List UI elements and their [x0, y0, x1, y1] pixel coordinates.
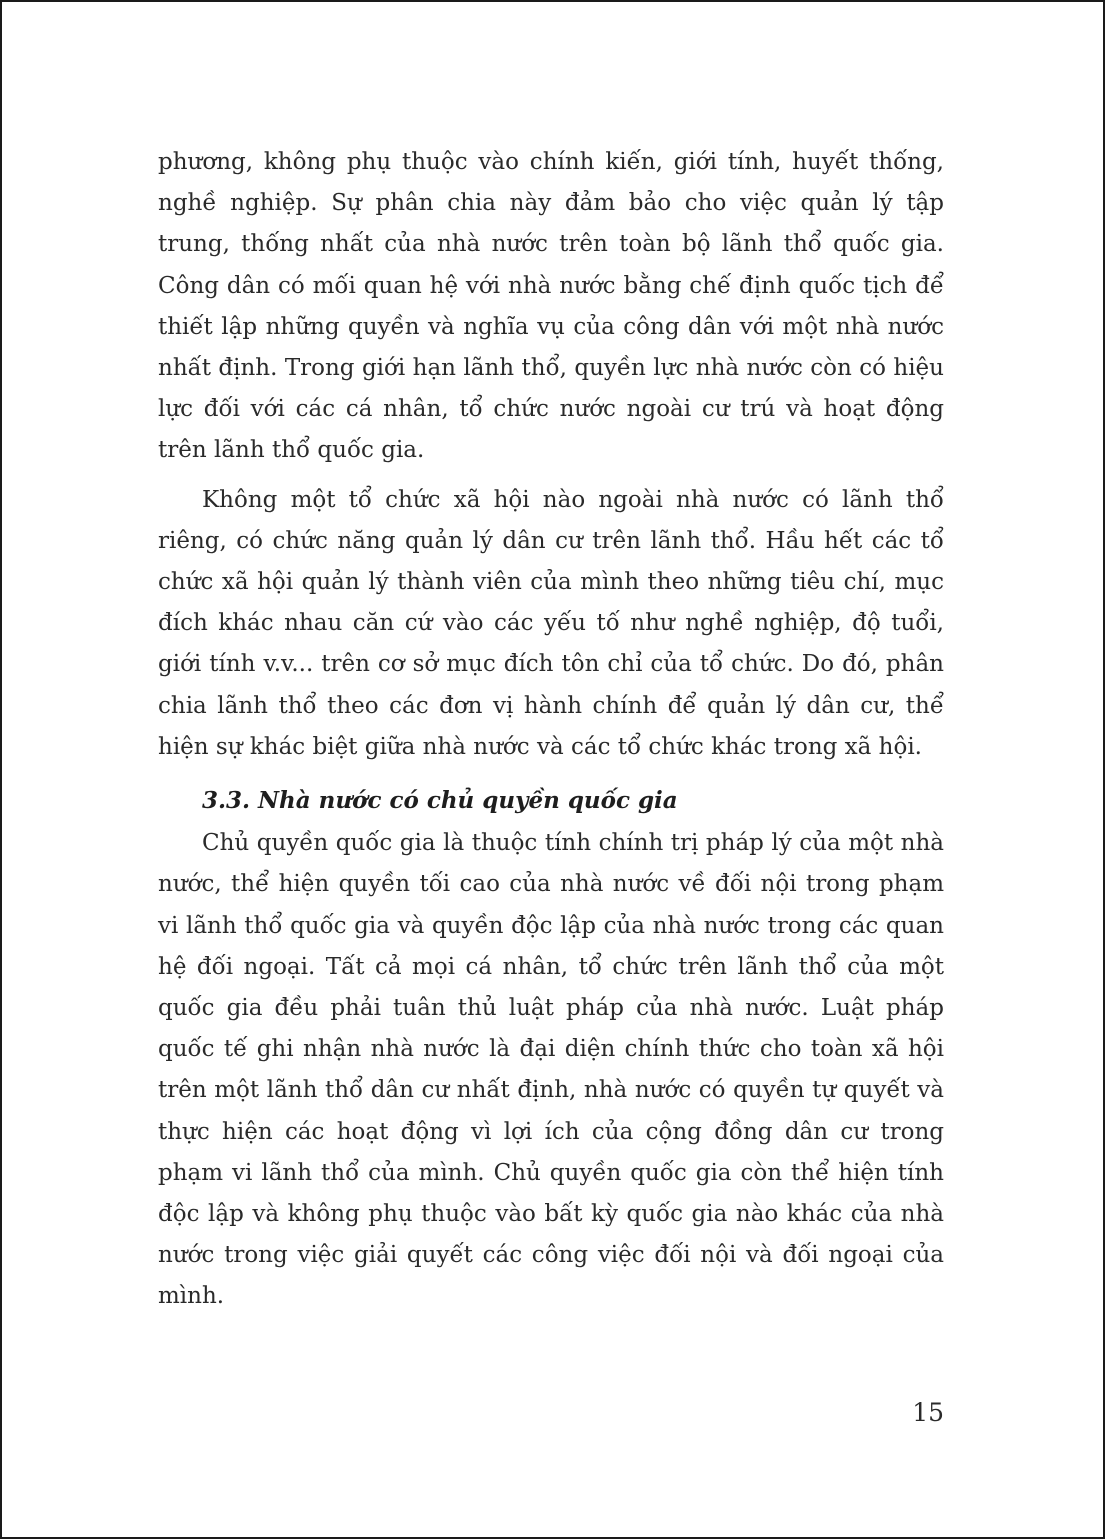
paragraph-territory: Không một tổ chức xã hội nào ngoài nhà nước có lãnh thổ riêng, có chức năng quản lý dân cư trên lãnh thổ. Hầu hết các tổ chức xã hội quản lý thành viên của mình theo những tiêu chí, mục đích khác nhau căn cứ vào các yếu tố như nghề nghiệp, độ tuổi, giới tính v.v... trên cơ sở mục đích tôn chỉ của tổ chức. Do đó, phân chia lãnh thổ theo các đơn vị hành chính để quản lý dân cư, thể hiện sự khác biệt giữa nhà nước và các tổ chức khác trong xã hội. [158, 486, 944, 760]
paragraph-sovereignty: Chủ quyền quốc gia là thuộc tính chính trị pháp lý của một nhà nước, thể hiện quyền tối cao của nhà nước về đối nội trong phạm vi lãnh thổ quốc gia và quyền độc lập của nhà nước trong các quan hệ đối ngoại. Tất cả mọi cá nhân, tổ chức trên lãnh thổ của một quốc gia đều phải tuân thủ luật pháp của nhà nước. Luật pháp quốc tế ghi nhận nhà nước là đại diện chính thức cho toàn xã hội trên một lãnh thổ dân cư nhất định, nhà nước có quyền tự quyết và thực hiện các hoạt động vì lợi ích của cộng đồng dân cư trong phạm vi lãnh thổ của mình. Chủ quyền quốc gia còn thể hiện tính độc lập và không phụ thuộc vào bất kỳ quốc gia nào khác của nhà nước trong việc giải quyết các công việc đối nội và đối ngoại của mình. [158, 830, 944, 1310]
section-heading: 3.3. Nhà nước có chủ quyền quốc gia [202, 787, 678, 815]
page-number: 15 [912, 1398, 944, 1427]
paragraph-continued: phương, không phụ thuộc vào chính kiến, giới tính, huyết thống, nghề nghiệp. Sự phân chia này đảm bảo cho việc quản lý tập trung, thống nhất của nhà nước trên toàn bộ lãnh thổ quốc gia. Công dân có mối quan hệ với nhà nước bằng chế định quốc tịch để thiết lập những quyền và nghĩa vụ của công dân với một nhà nước nhất định. Trong giới hạn lãnh thổ, quyền lực nhà nước còn có hiệu lực đối với các cá nhân, tổ chức nước ngoài cư trú và hoạt động trên lãnh thổ quốc gia. [158, 149, 944, 464]
page-content [158, 142, 944, 1318]
